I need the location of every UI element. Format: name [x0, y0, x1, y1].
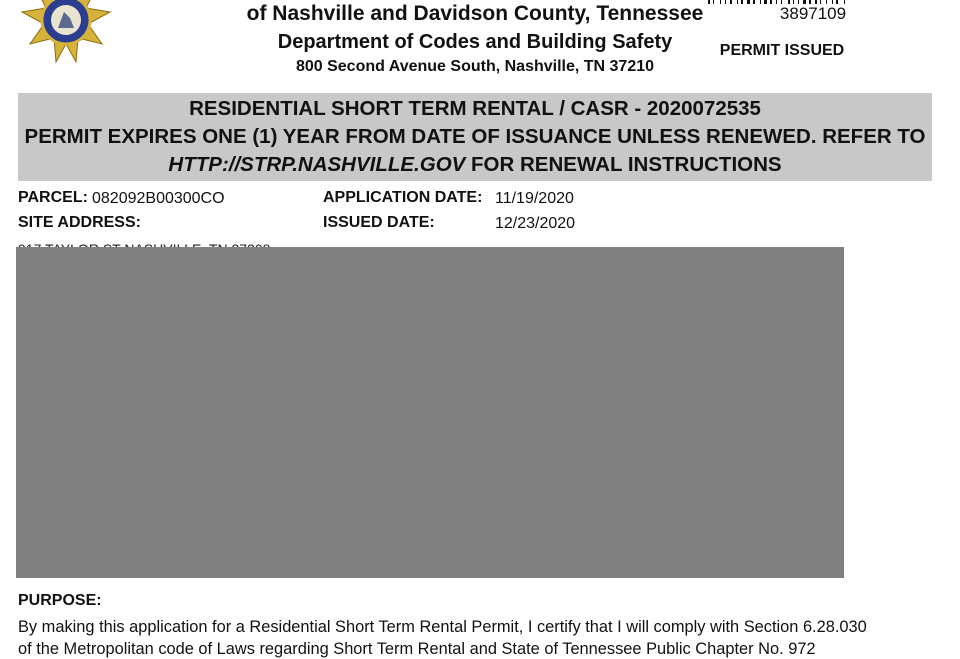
banner-permit-type: RESIDENTIAL SHORT TERM RENTAL / CASR - 2020072535	[189, 97, 761, 120]
site-address-label: SITE ADDRESS:	[18, 214, 141, 231]
metro-seal-logo	[18, 0, 114, 64]
application-date-label: APPLICATION DATE:	[323, 189, 483, 206]
application-date-value: 11/19/2020	[495, 190, 574, 207]
header-address: 800 Second Avenue South, Nashville, TN 37210	[295, 58, 655, 75]
purpose-text-line-1: By making this application for a Residential Short Term Rental Permit, I certify that I will comply with Section 6.28.030	[18, 618, 867, 636]
banner-renewal-text: FOR RENEWAL INSTRUCTIONS	[465, 153, 782, 176]
purpose-text-line-2: of the Metropolitan code of Laws regarding Short Term Rental and State of Tennessee Public Chapter No. 972	[18, 640, 816, 658]
header-department: Department of Codes and Building Safety	[277, 31, 673, 53]
renewal-url-link[interactable]: HTTP://STRP.NASHVILLE.GOV	[168, 153, 466, 176]
permit-type-banner	[18, 93, 932, 181]
parcel-value: 082092B00300CO	[92, 190, 225, 207]
permit-status: PERMIT ISSUED	[719, 42, 845, 59]
parcel-label: PARCEL:	[18, 189, 88, 206]
redaction-block	[16, 247, 844, 578]
issued-date-value: 12/23/2020	[495, 215, 576, 232]
banner-expiry-notice: PERMIT EXPIRES ONE (1) YEAR FROM DATE OF ISSUANCE UNLESS RENEWED. REFER TO	[24, 125, 926, 148]
permit-number: 3897109	[779, 4, 847, 23]
issued-date-label: ISSUED DATE:	[323, 214, 435, 231]
header-metro-government: of Nashville and Davidson County, Tennessee	[246, 2, 704, 25]
purpose-label: PURPOSE:	[18, 592, 102, 609]
banner-renewal-line	[18, 151, 932, 179]
